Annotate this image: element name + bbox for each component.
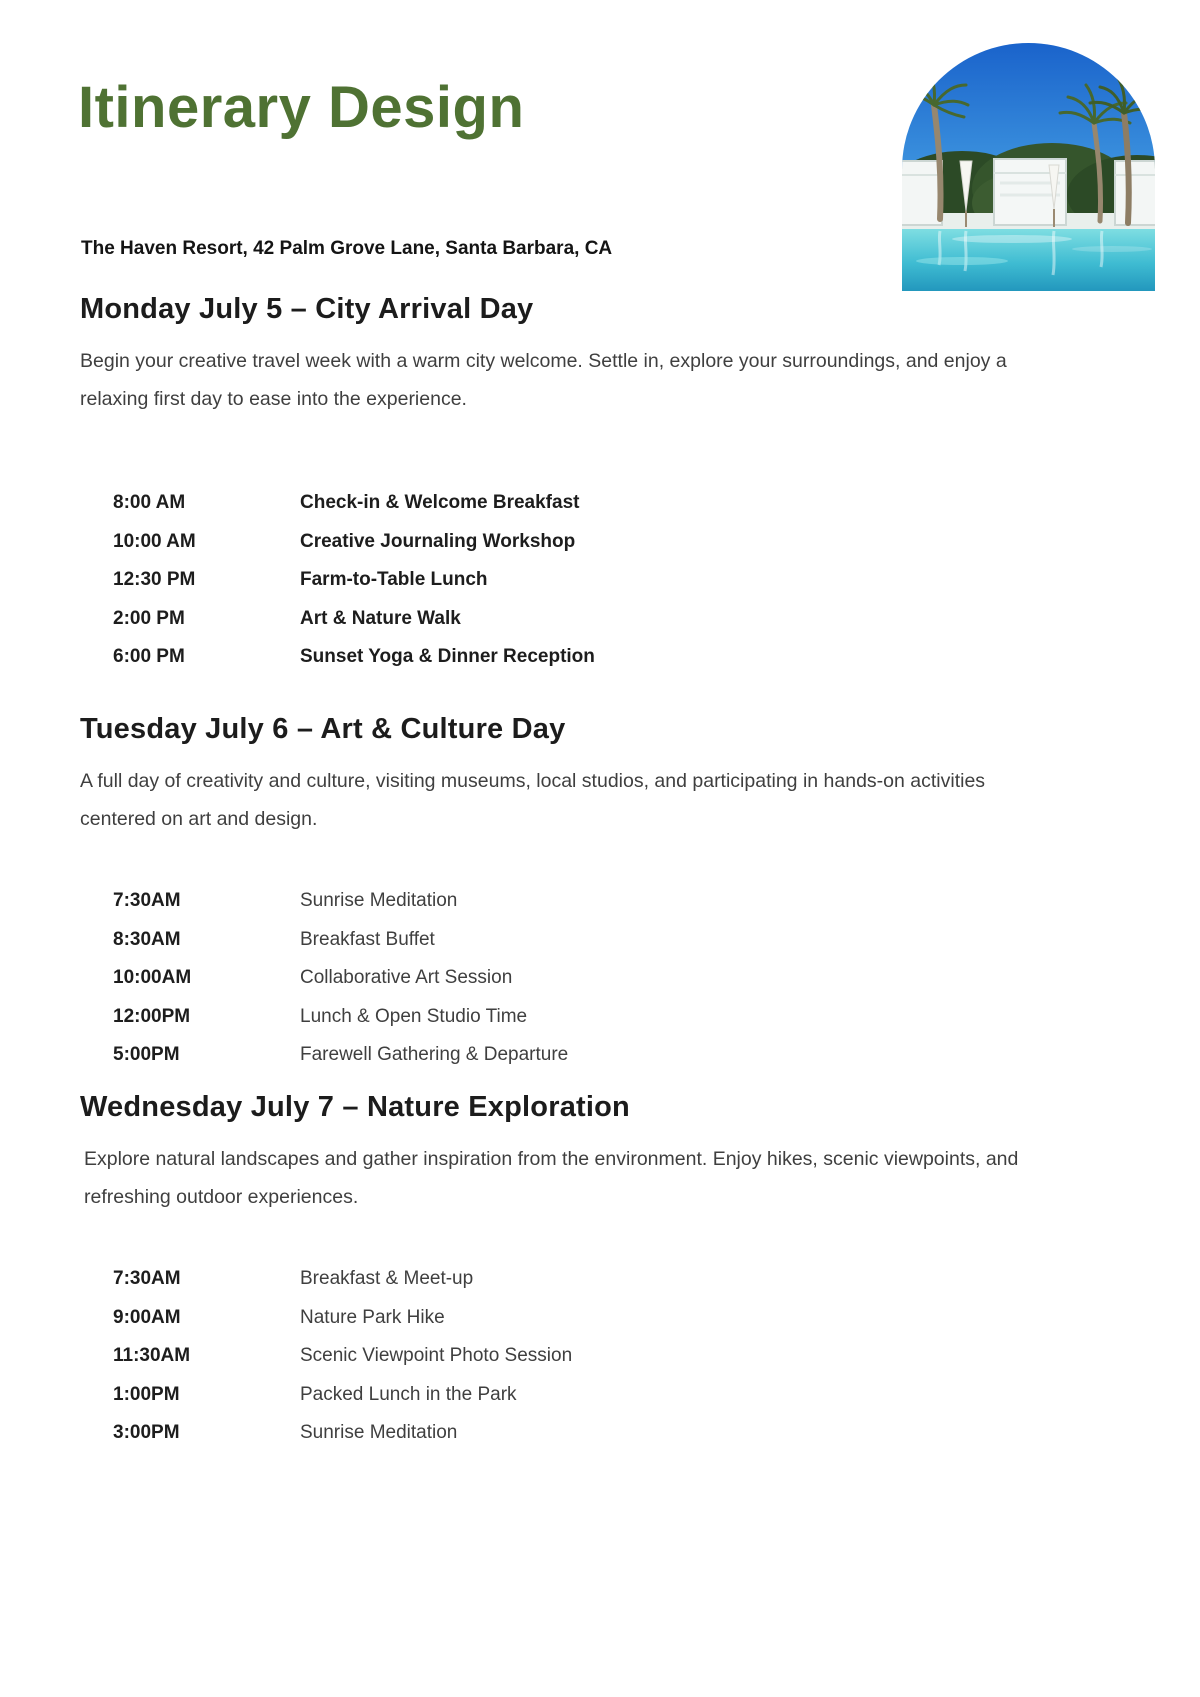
- schedule-time: 5:00PM: [113, 1044, 180, 1065]
- schedule-time: 8:00 AM: [113, 492, 186, 513]
- day-schedule: [113, 1260, 1120, 1453]
- schedule-time: 12:00PM: [113, 1005, 191, 1027]
- schedule-activity: Lunch & Open Studio Time: [300, 1005, 528, 1027]
- schedule-time: 11:30AM: [113, 1345, 191, 1366]
- day-heading: Monday July 5 – City Arrival Day: [80, 293, 534, 325]
- schedule-time: 10:00AM: [113, 967, 192, 988]
- schedule-activity: Scenic Viewpoint Photo Session: [300, 1345, 573, 1366]
- schedule-activity: Sunrise Meditation: [300, 890, 458, 911]
- schedule-activity: Sunrise Meditation: [300, 1422, 458, 1443]
- schedule-time: 10:00 AM: [113, 530, 196, 552]
- schedule-activity: Sunset Yoga & Dinner Reception: [300, 646, 595, 667]
- schedule-time: 3:00PM: [113, 1422, 180, 1443]
- day-description: Begin your creative travel week with a warm city welcome. Settle in, explore your surroundings, and enjoy a relaxing first day to ease into the experience.: [80, 350, 1007, 410]
- day-section-monday: [80, 292, 1120, 677]
- schedule-activity: Check-in & Welcome Breakfast: [300, 492, 580, 513]
- day-section-tuesday: [80, 712, 1120, 1075]
- schedule-time: 12:30 PM: [113, 569, 196, 590]
- schedule-time: 7:30AM: [113, 1268, 181, 1289]
- schedule-activity: Collaborative Art Session: [300, 967, 513, 988]
- schedule-time: 8:30AM: [113, 928, 181, 950]
- schedule-activity: Farm-to-Table Lunch: [300, 569, 488, 590]
- day-description: A full day of creativity and culture, visiting museums, local studios, and participating in hands-on activities centered on art and design.: [80, 770, 986, 830]
- page-title: Itinerary Design: [78, 75, 525, 140]
- schedule-time: 7:30AM: [113, 890, 181, 911]
- day-schedule: [113, 484, 1120, 677]
- day-schedule: [113, 882, 1120, 1075]
- schedule-time: 2:00 PM: [113, 607, 185, 629]
- schedule-activity: Farewell Gathering & Departure: [300, 1044, 569, 1065]
- schedule-time: 6:00 PM: [113, 646, 185, 667]
- schedule-time: 1:00PM: [113, 1383, 180, 1405]
- schedule-activity: Creative Journaling Workshop: [300, 530, 576, 552]
- schedule-activity: Nature Park Hike: [300, 1306, 445, 1328]
- schedule-activity: Art & Nature Walk: [300, 607, 461, 629]
- day-heading: Tuesday July 6 – Art & Culture Day: [80, 713, 566, 745]
- schedule-activity: Breakfast Buffet: [300, 928, 435, 950]
- day-heading: Wednesday July 7 – Nature Exploration: [80, 1091, 630, 1123]
- resort-address: The Haven Resort, 42 Palm Grove Lane, Santa Barbara, CA: [81, 238, 613, 259]
- resort-pool-photo: [902, 43, 1155, 291]
- schedule-time: 9:00AM: [113, 1306, 181, 1328]
- resort-pool-illustration: [902, 43, 1155, 291]
- schedule-activity: Packed Lunch in the Park: [300, 1383, 517, 1405]
- day-description: Explore natural landscapes and gather inspiration from the environment. Enjoy hikes, scenic viewpoints, and refreshing outdoor experiences.: [84, 1148, 1019, 1208]
- schedule-activity: Breakfast & Meet-up: [300, 1268, 474, 1289]
- day-section-wednesday: [80, 1090, 1120, 1453]
